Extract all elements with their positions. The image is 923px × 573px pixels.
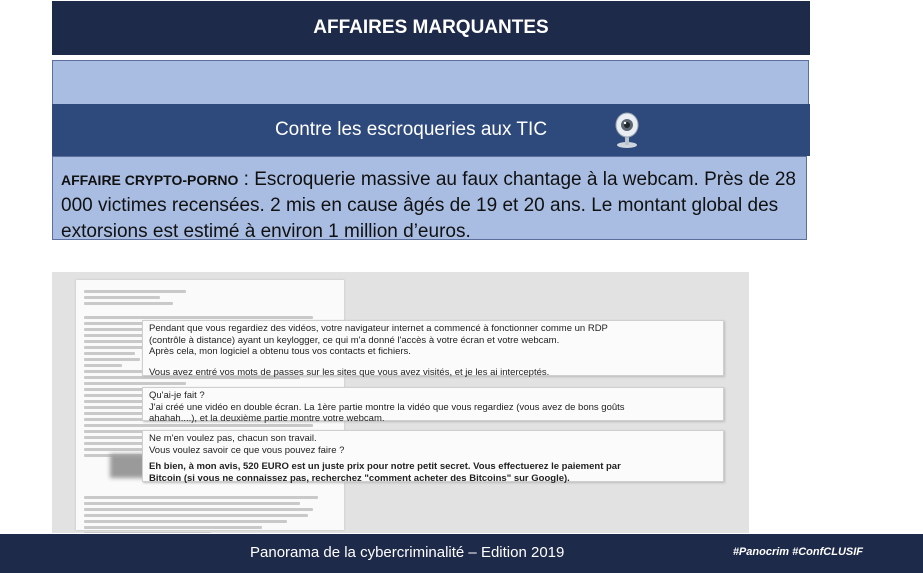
excerpt-line: Pendant que vous regardiez des vidéos, votre navigateur internet a commencé à fonctionner comme un RDP (149, 323, 608, 334)
section-title: Contre les escroqueries aux TIC (274, 119, 548, 140)
excerpt-line: Eh bien, à mon avis, 520 EURO est un juste prix pour notre petit secret. Vous effectuerez le paiement par (149, 461, 621, 473)
excerpt-line: Après cela, mon logiciel a obtenu tous vos contacts et fichiers. (149, 346, 411, 358)
email-excerpt-2 (142, 387, 724, 425)
excerpt-line: ahahah....), et la deuxième partie montre votre webcam. (149, 413, 385, 425)
footer-bar (0, 534, 923, 573)
section-header (52, 104, 810, 156)
excerpt-line: Ne m'en voulez pas, chacun son travail. (149, 433, 317, 444)
case-lead: AFFAIRE CRYPTO-PORNO (61, 172, 239, 188)
excerpt-line: (contrôle à distance) ayant un keylogger, ce qui m'a donné l'accès à votre écran et votre webcam. (149, 334, 560, 346)
slide-title-bar (52, 1, 810, 55)
footer-hashtags: #Panocrim #ConfCLUSIF (732, 546, 863, 558)
email-excerpt-3 (142, 430, 724, 482)
excerpt-line: Bitcoin (si vous ne connaissez pas, recherchez "comment acheter des Bitcoins" sur Google). (149, 472, 570, 484)
footer-caption: Panorama de la cybercriminalité – Edition 2019 (250, 544, 565, 561)
case-text: : Escroquerie massive au faux chantage à la webcam. Près de 28 000 victimes recensées. 2 mis en cause âgés de 19 et 20 ans. Le montant global des extorsions est estimé à environ 1 million d’euros. (61, 169, 796, 242)
email-screenshot (52, 272, 749, 533)
webcam-icon (612, 111, 642, 149)
case-summary (52, 156, 807, 240)
excerpt-line: Qu'ai-je fait ? (149, 390, 205, 401)
excerpt-line: Vous avez entré vos mots de passes sur les sites que vous avez visités, et je les ai interceptés. (149, 366, 550, 378)
email-excerpt-1 (142, 320, 724, 376)
decorative-band (52, 60, 809, 106)
slide-title: AFFAIRES MARQUANTES (313, 17, 549, 38)
excerpt-line: Vous voulez savoir ce que vous pouvez faire ? (149, 444, 345, 456)
excerpt-line: J'ai créé une vidéo en double écran. La 1ère partie montre la vidéo que vous regardiez (vous avez de bons goûts (149, 401, 625, 413)
